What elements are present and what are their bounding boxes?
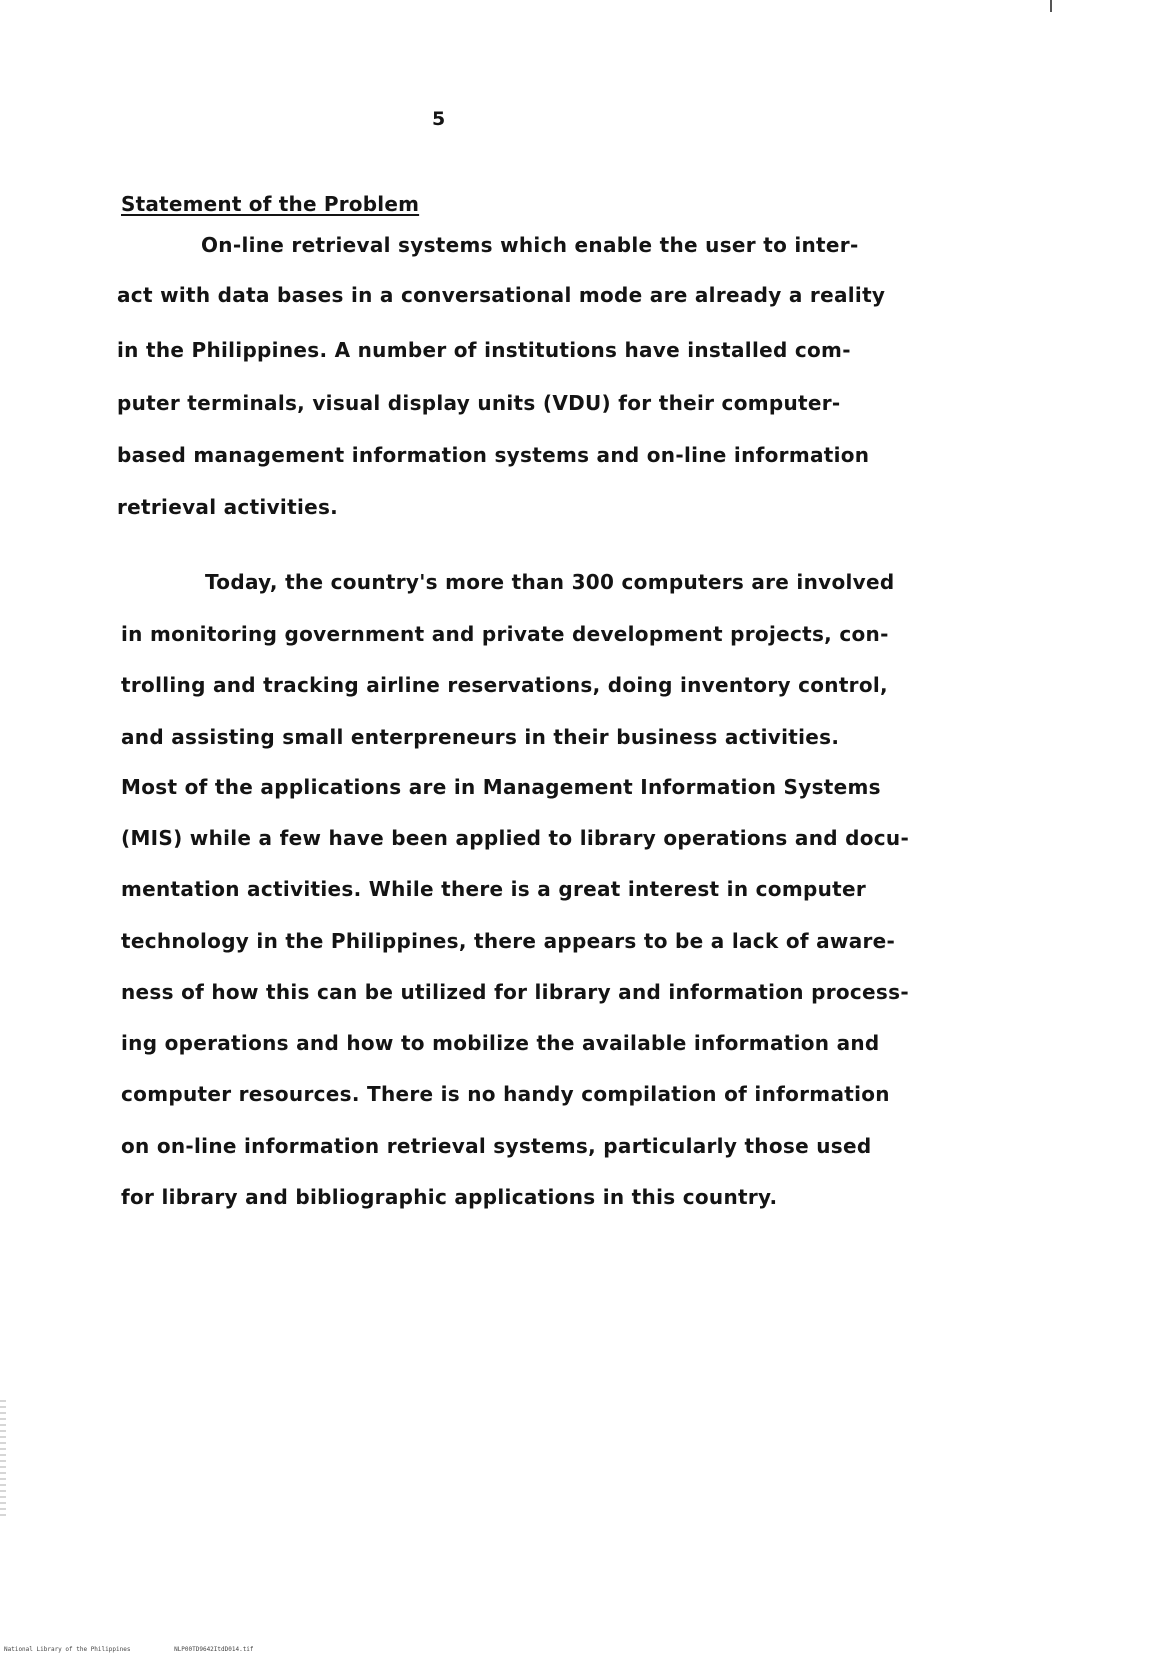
paragraph-line: On-line retrieval systems which enable the user to inter- xyxy=(201,233,859,257)
paragraph-line: based management information systems and on-line information xyxy=(117,443,870,467)
footer-file-id: NLP00TD9642ItdD014.tif xyxy=(174,1646,254,1653)
scan-footer xyxy=(4,1646,294,1653)
paragraph-line: trolling and tracking airline reservations, doing inventory control, xyxy=(121,673,888,697)
paragraph-line: in the Philippines. A number of institutions have installed com- xyxy=(117,338,851,362)
paragraph-line: ing operations and how to mobilize the available information and xyxy=(121,1031,880,1055)
paragraph-line: ness of how this can be utilized for library and information process- xyxy=(121,980,909,1004)
paragraph-line: retrieval activities. xyxy=(117,495,339,519)
section-heading: Statement of the Problem xyxy=(121,192,420,216)
paragraph-line: act with data bases in a conversational mode are already a reality xyxy=(117,283,886,307)
paragraph-line: for library and bibliographic applications in this country. xyxy=(121,1185,778,1209)
paragraph-line: (MIS) while a few have been applied to library operations and docu- xyxy=(121,826,910,850)
paragraph-line: computer resources. There is no handy compilation of information xyxy=(121,1082,890,1106)
scan-mark xyxy=(1050,0,1052,12)
paragraph-line: in monitoring government and private development projects, con- xyxy=(121,622,889,646)
paragraph-line: and assisting small enterpreneurs in their business activities. xyxy=(121,725,840,749)
paragraph-line: Today, the country's more than 300 computers are involved xyxy=(205,570,895,594)
paragraph-line: mentation activities. While there is a great interest in computer xyxy=(121,877,867,901)
paragraph-line: puter terminals, visual display units (VDU) for their computer- xyxy=(117,391,841,415)
scan-noise xyxy=(0,1400,6,1520)
paragraph-line: Most of the applications are in Management Information Systems xyxy=(121,775,881,799)
page-number: 5 xyxy=(432,108,446,130)
paragraph-line: on on-line information retrieval systems, particularly those used xyxy=(121,1134,872,1158)
footer-library-name: National Library of the Philippines xyxy=(4,1646,131,1653)
paragraph-line: technology in the Philippines, there appears to be a lack of aware- xyxy=(121,929,896,953)
